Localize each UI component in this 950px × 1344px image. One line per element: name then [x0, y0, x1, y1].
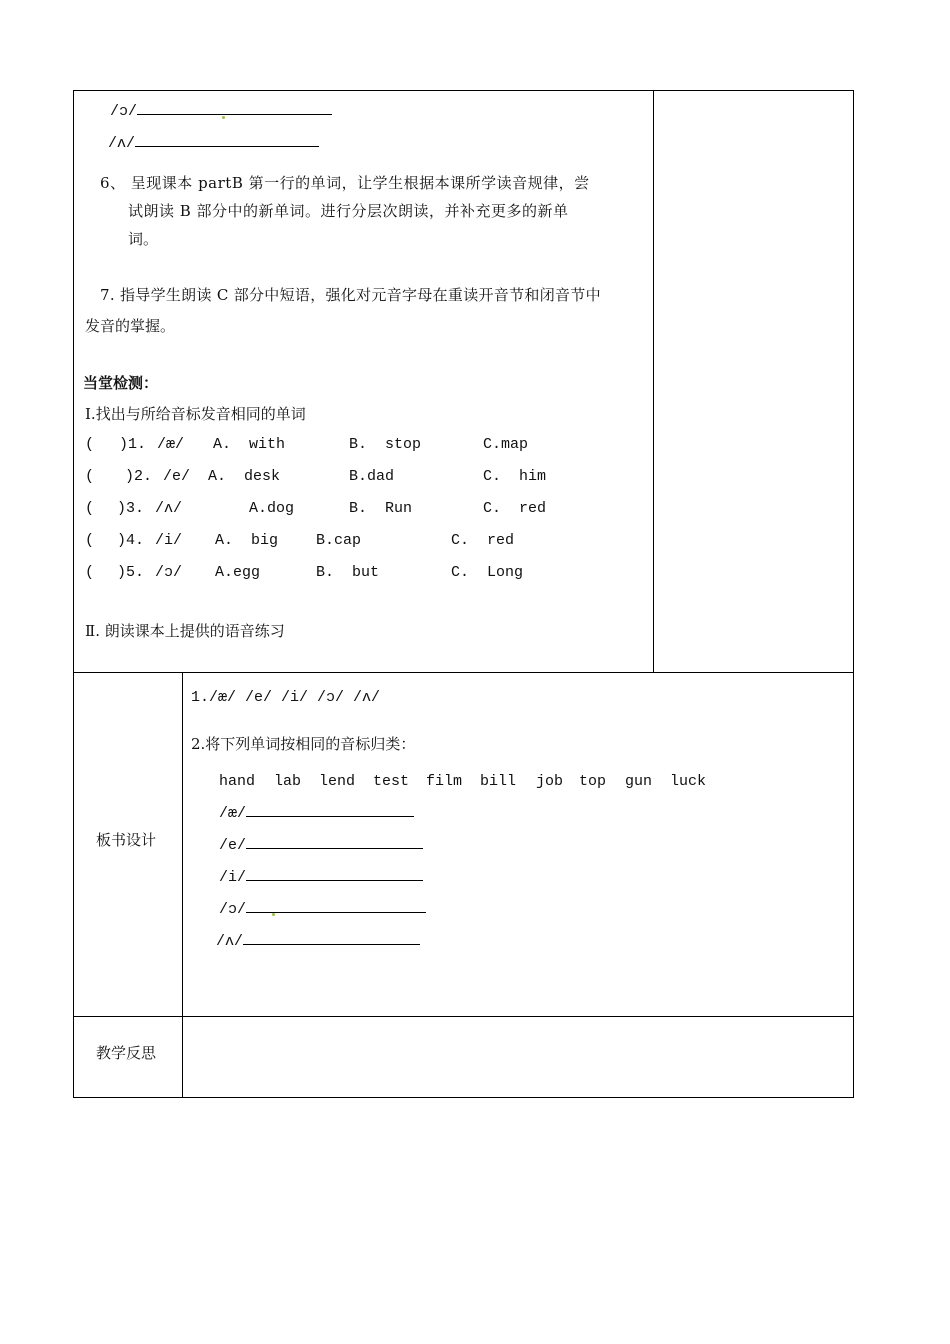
- question-5-c: C. Long: [451, 564, 524, 581]
- board-row: [216, 933, 420, 950]
- step6-line3: 词。: [128, 230, 159, 248]
- question-4-c: C. red: [451, 532, 515, 549]
- question-1-phon: /æ/: [157, 436, 185, 453]
- table-label-col-divider: [182, 672, 183, 1097]
- table-border-bottom: [73, 1097, 854, 1098]
- step7-line2: 发音的掌握。: [85, 317, 176, 335]
- phonetic-label: /i/: [219, 869, 247, 886]
- question-2-paren: (: [85, 468, 95, 485]
- question-5-paren: (: [85, 564, 95, 581]
- phonetic-label: /ɔ/: [219, 901, 247, 918]
- phonetic-label: /æ/: [219, 805, 247, 822]
- question-3-close: )3.: [117, 500, 145, 517]
- table-row-divider-2: [73, 1016, 854, 1017]
- question-3-a: A.dog: [249, 500, 295, 517]
- step6-line2: 试朗读 B 部分中的新单词。进行分层次朗读，并补充更多的新单: [128, 202, 569, 220]
- question-3-c: C. red: [483, 500, 547, 517]
- table-border-left: [73, 90, 74, 1098]
- question-5-a: A.egg: [215, 564, 261, 581]
- sort-word: lend: [319, 773, 356, 790]
- step7-line1: 7. 指导学生朗读 C 部分中短语，强化对元音字母在重读开音节和闭音节中: [100, 286, 601, 304]
- answer-blank[interactable]: [243, 943, 420, 945]
- sort-word: hand: [219, 773, 256, 790]
- question-1-a: A. with: [213, 436, 286, 453]
- table-divider-upper-col: [653, 90, 654, 672]
- phonetic-label: /ɔ/: [110, 103, 138, 120]
- question-2-b: B.dad: [349, 468, 395, 485]
- question-4-b: B.cap: [316, 532, 362, 549]
- sort-word: test: [373, 773, 410, 790]
- question-3-paren: (: [85, 500, 95, 517]
- question-4-phon: /i/: [155, 532, 183, 549]
- board-line2: 2.将下列单词按相同的音标归类：: [191, 735, 416, 753]
- question-1-c: C.map: [483, 436, 529, 453]
- question-3-b: B. Run: [349, 500, 413, 517]
- board-row: [219, 869, 423, 886]
- phonetic-label: /ʌ/: [108, 135, 136, 152]
- question-2-close: )2.: [125, 468, 153, 485]
- board-row: [219, 837, 423, 854]
- test-title: 当堂检测：: [83, 374, 159, 392]
- green-dot-marker: [272, 913, 275, 916]
- sort-word: gun: [625, 773, 653, 790]
- phonetic-label: /e/: [219, 837, 247, 854]
- question-4-a: A. big: [215, 532, 279, 549]
- answer-blank[interactable]: [246, 815, 414, 817]
- phonetic-row-v: [108, 135, 319, 152]
- question-1-paren: (: [85, 436, 95, 453]
- question-5-close: )5.: [117, 564, 145, 581]
- sort-word: luck: [670, 773, 707, 790]
- question-1-b: B. stop: [349, 436, 422, 453]
- board-row: [219, 805, 414, 822]
- question-4-paren: (: [85, 532, 95, 549]
- sort-word: lab: [274, 773, 302, 790]
- table-row-divider-1: [73, 672, 854, 673]
- question-3-phon: /ʌ/: [155, 500, 183, 517]
- question-1-close: )1.: [119, 436, 147, 453]
- part2-title: Ⅱ. 朗读课本上提供的语音练习: [85, 622, 285, 640]
- board-line1: 1./æ/ /e/ /i/ /ɔ/ /ʌ/: [191, 689, 381, 706]
- question-4-close: )4.: [117, 532, 145, 549]
- reflection-label: 教学反思: [96, 1044, 157, 1062]
- sort-word: film: [426, 773, 463, 790]
- sort-word: top: [579, 773, 607, 790]
- phonetic-row-o: [110, 103, 332, 120]
- green-dot-marker: [222, 116, 225, 119]
- phonetic-label: /ʌ/: [216, 933, 244, 950]
- question-5-b: B. but: [316, 564, 380, 581]
- board-row: [219, 901, 426, 918]
- step6-line1: 6、 呈现课本 partB 第一行的单词，让学生根据本课所学读音规律，尝: [100, 174, 590, 192]
- answer-blank[interactable]: [246, 847, 423, 849]
- sort-word: bill: [480, 773, 517, 790]
- answer-blank[interactable]: [246, 879, 423, 881]
- question-2-phon: /e/: [163, 468, 191, 485]
- part1-title: Ⅰ.找出与所给音标发音相同的单词: [85, 405, 306, 423]
- table-border-right: [853, 90, 854, 1098]
- table-border-top: [73, 90, 854, 91]
- board-label: 板书设计: [96, 831, 157, 849]
- question-2-c: C. him: [483, 468, 547, 485]
- question-5-phon: /ɔ/: [155, 564, 183, 581]
- question-2-a: A. desk: [208, 468, 281, 485]
- sort-word: job: [536, 773, 564, 790]
